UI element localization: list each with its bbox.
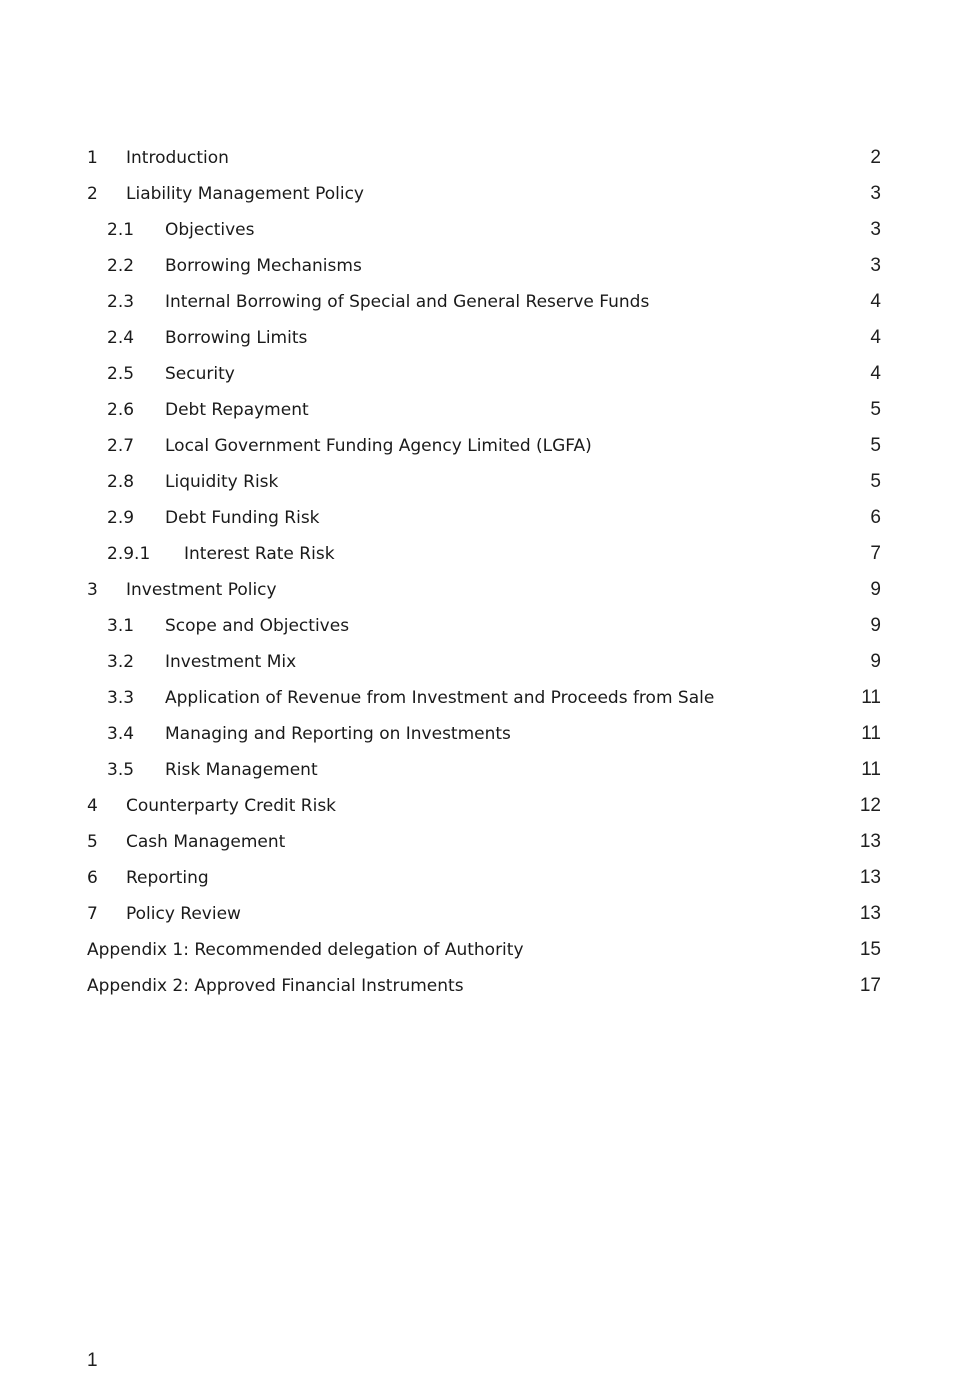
- toc-entry-number: 6: [87, 868, 98, 888]
- toc-entry-title: Debt Repayment: [165, 400, 309, 420]
- toc-entry-number: 3.2: [107, 652, 135, 672]
- toc-entry-title: Borrowing Limits: [165, 328, 308, 348]
- toc-entry[interactable]: [0, 824, 968, 860]
- toc-entry-page: 17: [859, 975, 881, 996]
- toc-entry-page: 9: [870, 579, 881, 600]
- toc-entry-number: 2.7: [107, 436, 135, 456]
- toc-entry-number: 2.4: [107, 328, 135, 348]
- toc-entry-appendix[interactable]: [0, 968, 968, 1004]
- toc-entry-page: 2: [870, 147, 881, 168]
- toc-entry-title: Investment Policy: [126, 580, 277, 600]
- toc-entry[interactable]: [0, 536, 968, 572]
- toc-entry-page: 3: [870, 183, 881, 204]
- toc-entry-page: 5: [870, 435, 881, 456]
- toc-entry-page: 13: [859, 831, 881, 852]
- toc-entry[interactable]: [0, 320, 968, 356]
- toc-entry[interactable]: [0, 212, 968, 248]
- toc-entry[interactable]: [0, 860, 968, 896]
- toc-entry-title: Reporting: [126, 868, 209, 888]
- toc-entry-page: 11: [861, 687, 881, 708]
- toc-entry[interactable]: [0, 392, 968, 428]
- toc-entry-number: 2.8: [107, 472, 135, 492]
- toc-entry-title: Risk Management: [165, 760, 318, 780]
- toc-entry-page: 13: [859, 903, 881, 924]
- toc-entry-page: 6: [870, 507, 881, 528]
- toc-entry-page: 11: [861, 759, 881, 780]
- toc-entry-page: 5: [870, 471, 881, 492]
- toc-entry-title: Borrowing Mechanisms: [165, 256, 362, 276]
- toc-entry-title: Appendix 1: Recommended delegation of Authority: [87, 940, 524, 960]
- page-number: 1: [87, 1350, 98, 1371]
- toc-entry-number: 4: [87, 796, 98, 816]
- toc-entry-title: Policy Review: [126, 904, 241, 924]
- toc-entry-number: 5: [87, 832, 98, 852]
- toc-entry-title: Scope and Objectives: [165, 616, 350, 636]
- toc-entry-title: Liability Management Policy: [126, 184, 364, 204]
- toc-entry[interactable]: [0, 752, 968, 788]
- toc-entry-title: Counterparty Credit Risk: [126, 796, 337, 816]
- toc-entry-number: 2.2: [107, 256, 135, 276]
- toc-entry[interactable]: [0, 176, 968, 212]
- toc-entry[interactable]: [0, 140, 968, 176]
- toc-entry-title: Managing and Reporting on Investments: [165, 724, 511, 744]
- toc-entry[interactable]: [0, 500, 968, 536]
- toc-entry-title: Local Government Funding Agency Limited (LGFA): [165, 436, 592, 456]
- toc-entry[interactable]: [0, 284, 968, 320]
- toc-entry-number: 2.5: [107, 364, 135, 384]
- toc-entry[interactable]: [0, 644, 968, 680]
- toc-entry[interactable]: [0, 680, 968, 716]
- toc-entry[interactable]: [0, 356, 968, 392]
- toc-entry-title: Investment Mix: [165, 652, 297, 672]
- toc-entry-appendix[interactable]: [0, 932, 968, 968]
- toc-entry[interactable]: [0, 572, 968, 608]
- toc-entry-title: Appendix 2: Approved Financial Instruments: [87, 976, 464, 996]
- toc-entry-number: 2.6: [107, 400, 135, 420]
- toc-entry-page: 4: [870, 363, 881, 384]
- toc-entry-page: 4: [870, 291, 881, 312]
- toc-entry-number: 3: [87, 580, 98, 600]
- table-of-contents: [0, 140, 968, 1004]
- toc-entry[interactable]: [0, 716, 968, 752]
- toc-entry-title: Cash Management: [126, 832, 286, 852]
- toc-entry-number: 2.3: [107, 292, 135, 312]
- toc-entry-number: 1: [87, 148, 98, 168]
- toc-entry-page: 5: [870, 399, 881, 420]
- toc-entry-title: Objectives: [165, 220, 255, 240]
- toc-entry[interactable]: [0, 464, 968, 500]
- toc-entry-number: 2.9.1: [107, 544, 151, 564]
- toc-entry-page: 11: [861, 723, 881, 744]
- toc-entry[interactable]: [0, 248, 968, 284]
- toc-entry-number: 7: [87, 904, 98, 924]
- toc-entry-page: 4: [870, 327, 881, 348]
- toc-entry-title: Interest Rate Risk: [184, 544, 335, 564]
- toc-entry-page: 3: [870, 219, 881, 240]
- toc-entry-title: Debt Funding Risk: [165, 508, 320, 528]
- toc-entry-page: 3: [870, 255, 881, 276]
- toc-entry[interactable]: [0, 428, 968, 464]
- toc-entry[interactable]: [0, 788, 968, 824]
- toc-entry-number: 3.5: [107, 760, 135, 780]
- toc-entry-number: 2.9: [107, 508, 135, 528]
- toc-entry-title: Security: [165, 364, 235, 384]
- toc-entry-number: 3.1: [107, 616, 135, 636]
- toc-entry-page: 9: [870, 651, 881, 672]
- toc-entry-number: 3.4: [107, 724, 135, 744]
- toc-entry-page: 12: [859, 795, 881, 816]
- toc-entry-page: 15: [859, 939, 881, 960]
- toc-entry-page: 13: [859, 867, 881, 888]
- toc-entry-title: Liquidity Risk: [165, 472, 279, 492]
- toc-entry-title: Internal Borrowing of Special and General Reserve Funds: [165, 292, 650, 312]
- toc-entry[interactable]: [0, 608, 968, 644]
- toc-entry-page: 9: [870, 615, 881, 636]
- toc-entry-page: 7: [870, 543, 881, 564]
- toc-entry-title: Application of Revenue from Investment and Proceeds from Sale: [165, 688, 715, 708]
- toc-entry-number: 2.1: [107, 220, 135, 240]
- toc-entry-number: 3.3: [107, 688, 135, 708]
- toc-entry-number: 2: [87, 184, 98, 204]
- toc-entry[interactable]: [0, 896, 968, 932]
- toc-entry-title: Introduction: [126, 148, 229, 168]
